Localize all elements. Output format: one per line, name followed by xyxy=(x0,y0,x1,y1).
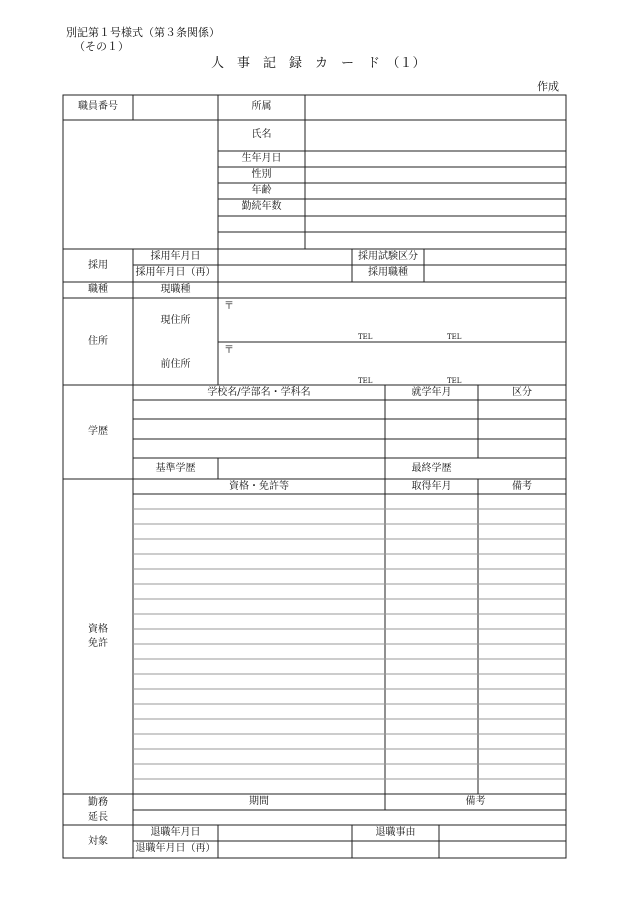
tel-label-2: TEL xyxy=(447,333,462,341)
extension-label-1: 勤務 xyxy=(88,797,108,808)
enroll-header: 就学年月 xyxy=(411,387,452,398)
recruitment-exam-label: 採用試験区分 xyxy=(358,251,418,262)
final-education-label: 最終学歴 xyxy=(411,463,452,474)
recruitment-job-label: 採用職種 xyxy=(368,267,408,278)
extension-remarks-header: 備考 xyxy=(465,796,486,807)
recruitment-date-label: 採用年月日 xyxy=(150,251,201,262)
retirement-label: 対象 xyxy=(88,836,108,847)
license-acquired-header: 取得年月 xyxy=(411,481,452,492)
tel-label-4: TEL xyxy=(447,377,462,385)
recruitment-label: 採用 xyxy=(88,260,108,271)
current-job-label: 現職種 xyxy=(160,284,191,295)
retirement-reason-label: 退職事由 xyxy=(375,827,416,838)
standard-education-label: 基準学歴 xyxy=(155,463,196,474)
gender-label: 性別 xyxy=(251,169,272,180)
form-number: 別記第１号様式（第３条関係） xyxy=(66,26,220,39)
category-header: 区分 xyxy=(512,387,532,398)
page-title: 人 事 記 録 カ ー ド （１） xyxy=(211,56,426,71)
license-name-header: 資格・免許等 xyxy=(229,481,289,492)
postal-mark-2: 〒 xyxy=(224,345,234,356)
retirement-date-label: 退職年月日 xyxy=(150,827,201,838)
school-header: 学校名/学部名・学科名 xyxy=(207,387,311,398)
retirement-date-re-label: 退職年月日（再） xyxy=(135,843,216,854)
age-label: 年齢 xyxy=(251,185,272,196)
created-label: 作成 xyxy=(537,80,559,93)
job-label: 職種 xyxy=(88,284,108,295)
extension-period-header: 期間 xyxy=(249,796,269,807)
form-subnumber: （その１） xyxy=(74,40,129,53)
years-of-service-label: 勤続年数 xyxy=(241,201,282,212)
affiliation-label: 所属 xyxy=(251,101,272,112)
name-label: 氏名 xyxy=(251,129,272,140)
current-address-label: 現住所 xyxy=(160,315,191,326)
extension-label-2: 延長 xyxy=(88,812,108,823)
birth-date-label: 生年月日 xyxy=(241,153,282,164)
tel-label-1: TEL xyxy=(358,333,373,341)
education-label: 学歴 xyxy=(88,426,108,437)
license-remarks-header: 備考 xyxy=(512,481,532,492)
previous-address-label: 前住所 xyxy=(160,359,191,370)
staff-number-label: 職員番号 xyxy=(78,101,118,112)
tel-label-3: TEL xyxy=(358,377,373,385)
address-label: 住所 xyxy=(88,336,108,347)
postal-mark: 〒 xyxy=(224,301,234,312)
recruitment-date-re-label: 採用年月日（再） xyxy=(135,267,216,278)
license-label-1: 資格 xyxy=(88,624,108,635)
license-label-2: 免許 xyxy=(88,638,108,649)
